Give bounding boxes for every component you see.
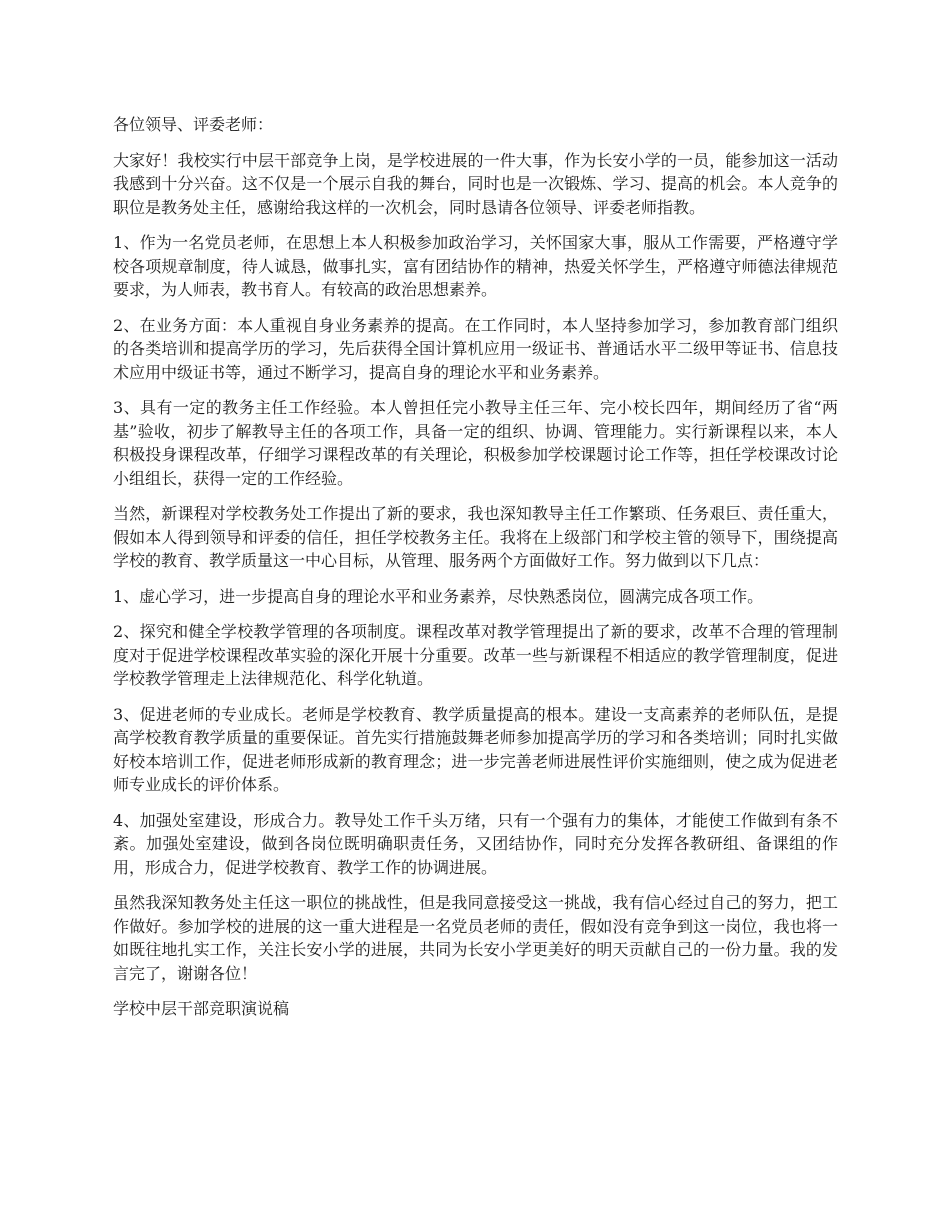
paragraph-plan-intro: 当然，新课程对学校教务处工作提出了新的要求，我也深知教导主任工作繁琐、任务艰巨、责任重大，假如本人得到领导和评委的信任，担任学校教务主任。我将在上级部门和学校主管的领导下，围绕提高学校的教育、教学质量这一中心目标，从管理、服务两个方面做好工作。努力做到以下几点： [113,504,838,570]
paragraph-plan-1: 1、虚心学习，进一步提高自身的理论水平和业务素养，尽快熟悉岗位，圆满完成各项工作。 [113,586,764,606]
document-page [113,113,838,1033]
paragraph-plan-2: 2、探究和健全学校教学管理的各项制度。课程改革对教学管理提出了新的要求，改革不合理的管理制度对于促进学校课程改革实验的深化开展十分重要。改革一些与新课程不相适应的教学管理制度，促进学校教学管理走上法律规范化、科学化轨道。 [113,622,838,688]
paragraph-conclusion: 虽然我深知教务处主任这一职位的挑战性，但是我同意接受这一挑战，我有信心经过自己的努力，把工作做好。参加学校的进展的这一重大进程是一名党员老师的责任，假如没有竞争到这一岗位，我也将一如既往地扎实工作，关注长安小学的进展，共同为长安小学更美好的明天贡献自己的一份力量。我的发言完了，谢谢各位！ [113,893,838,983]
closing-title: 学校中层干部竞职演说稿 [113,999,290,1018]
paragraph-point-1: 1、作为一名党员老师，在思想上本人积极参加政治学习，关怀国家大事，服从工作需要，严格遵守学校各项规章制度，待人诚恳，做事扎实，富有团结协作的精神，热爱关怀学生，严格遵守师德法律规范要求，为人师表，教书育人。有较高的政治思想素养。 [113,233,838,299]
paragraph-point-2: 2、在业务方面：本人重视自身业务素养的提高。在工作同时，本人坚持参加学习，参加教育部门组织的各类培训和提高学历的学习，先后获得全国计算机应用一级证书、普通话水平二级甲等证书、信息技术应用中级证书等，通过不断学习，提高自身的理论水平和业务素养。 [113,315,838,382]
greeting: 各位领导、评委老师： [113,115,274,134]
paragraph-plan-4: 4、加强处室建设，形成合力。教导处工作千头万绪，只有一个强有力的集体，才能使工作做到有条不紊。加强处室建设，做到各岗位既明确职责任务，又团结协作，同时充分发挥各教研组、备课组的作用，形成合力，促进学校教育、教学工作的协调进展。 [113,810,838,877]
paragraph-plan-3: 3、促进老师的专业成长。老师是学校教育、教学质量提高的根本。建设一支高素养的老师队伍，是提高学校教育教学质量的重要保证。首先实行措施鼓舞老师参加提高学历的学习和各类培训；同时扎实做好校本培训工作，促进老师形成新的教育理念；进一步完善老师进展性评价实施细则，使之成为促进老师专业成长的评价体系。 [113,704,838,794]
paragraph-intro: 大家好！我校实行中层干部竞争上岗，是学校进展的一件大事，作为长安小学的一员，能参加这一活动我感到十分兴奋。这不仅是一个展示自我的舞台，同时也是一次锻炼、学习、提高的机会。本人竞争的职位是教务处主任，感谢给我这样的一次机会，同时恳请各位领导、评委老师指教。 [113,150,838,217]
paragraph-point-3: 3、具有一定的教务主任工作经验。本人曾担任完小教导主任三年、完小校长四年，期间经历了省“两基”验收，初步了解教导主任的各项工作，具备一定的组织、协调、管理能力。实行新课程以来，本人积极投身课程改革，仔细学习课程改革的有关理论，积极参加学校课题讨论工作等，担任学校课改讨论小组组长，获得一定的工作经验。 [113,398,838,488]
